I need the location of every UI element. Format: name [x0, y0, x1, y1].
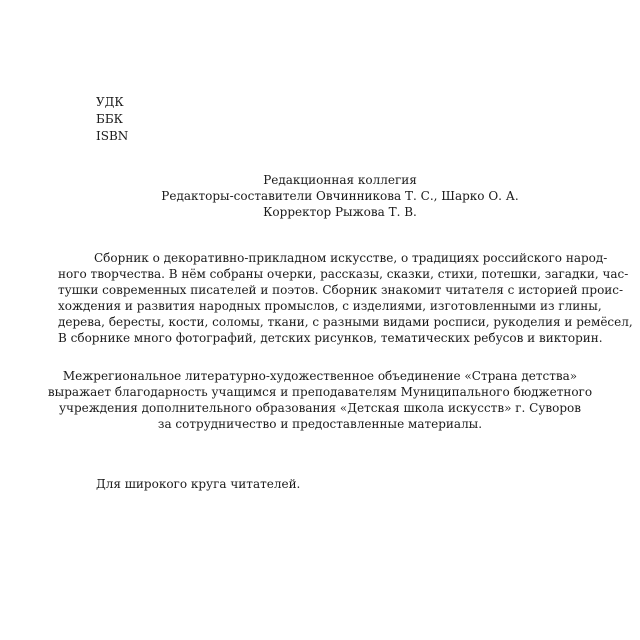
acknowledgement-line: Межрегиональное литературно-художественное объединение «Страна детства»: [62, 369, 578, 383]
bbk-code: ББК: [96, 112, 123, 126]
corrector-line: Корректор Рыжова Т. В.: [263, 205, 417, 219]
acknowledgement-line: выражает благодарность учащимся и преподавателям Муниципального бюджетного: [47, 385, 593, 399]
summary-line: Сборник о декоративно-прикладном искусстве, о традициях российского народ-: [94, 251, 608, 265]
acknowledgement-line: за сотрудничество и предоставленные материалы.: [157, 417, 483, 431]
summary-line: В сборнике много фотографий, детских рисунков, тематических ребусов и викторин.: [58, 331, 603, 345]
summary-paragraph: [58, 250, 633, 346]
editors-line: Редакторы-составители Овчинникова Т. С., Шарко О. А.: [161, 189, 519, 203]
summary-line: хождения и развития народных промыслов, с изделиями, изготовленными из глины,: [58, 299, 602, 313]
summary-line: ного творчества. В нём собраны очерки, рассказы, сказки, стихи, потешки, загадки, час-: [58, 267, 629, 281]
acknowledgement: [40, 368, 600, 432]
acknowledgement-line: учреждения дополнительного образования «Детская школа искусств» г. Суворов: [58, 401, 582, 415]
summary-line: тушки современных писателей и поэтов. Сборник знакомит читателя с историей проис-: [58, 283, 624, 297]
editorial-board-title: Редакционная коллегия: [263, 173, 417, 187]
udk-code: УДК: [96, 95, 124, 109]
editorial-board: [100, 172, 580, 220]
summary-line: дерева, бересты, кости, соломы, ткани, с разными видами росписи, рукоделия и ремёсел,: [58, 315, 633, 329]
classification-codes: [96, 94, 128, 145]
audience-note: Для широкого круга читателей.: [96, 477, 301, 491]
isbn-code: ISBN: [96, 129, 129, 143]
